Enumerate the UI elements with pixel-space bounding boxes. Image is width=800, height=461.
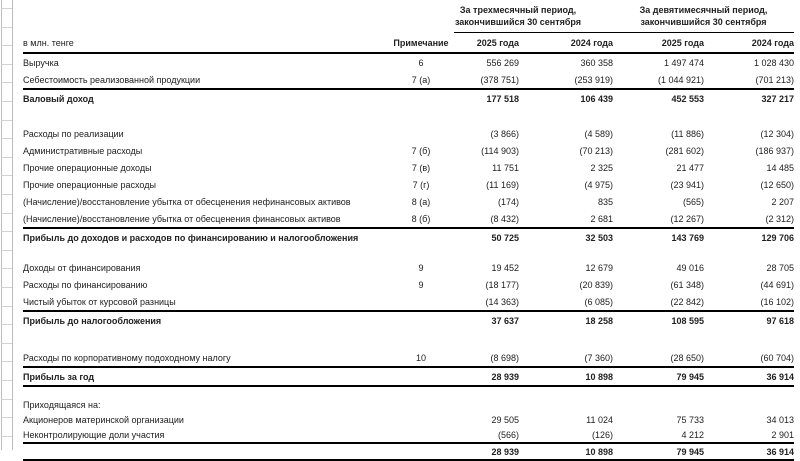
gutter-tick — [1, 27, 12, 28]
row-label: Акционеров материнской организации — [23, 414, 184, 425]
row-value: (16 102) — [760, 296, 794, 307]
row-value: 36 914 — [766, 446, 794, 457]
table-row — [23, 142, 794, 159]
row-value: 10 898 — [585, 371, 613, 382]
row-value: 36 914 — [766, 371, 794, 382]
spacer-row — [23, 387, 794, 397]
row-value: 19 452 — [491, 262, 519, 273]
row-value: (11 169) — [486, 179, 519, 190]
row-value: 2 681 — [590, 213, 613, 224]
row-value: 18 258 — [585, 315, 613, 326]
table-row — [23, 125, 794, 142]
row-value: (8 432) — [490, 213, 519, 224]
row-value: (44 691) — [760, 279, 794, 290]
row-value: (60 704) — [760, 352, 794, 363]
row-value: (3 866) — [490, 128, 519, 139]
table-row — [23, 368, 794, 387]
row-value: (2 312) — [765, 213, 794, 224]
row-value: (253 919) — [574, 74, 613, 85]
row-label: Приходящаяся на: — [23, 399, 101, 410]
row-value: 2 207 — [771, 196, 794, 207]
row-note: 8 (а) — [411, 196, 431, 207]
row-value: (8 698) — [490, 352, 519, 363]
row-value: (28 650) — [670, 352, 704, 363]
gutter-tick — [1, 399, 12, 400]
row-value: (114 903) — [481, 145, 519, 156]
table-row — [23, 259, 794, 276]
row-label: Прибыль до доходов и расходов по финансированию и налогообложения — [23, 232, 359, 243]
gutter-tick — [1, 287, 12, 288]
row-value: (20 839) — [579, 279, 613, 290]
year-header-9m-2024: 2024 года — [751, 37, 794, 48]
row-value: 28 939 — [491, 446, 519, 457]
spacer-row — [23, 246, 794, 259]
column-header-row — [23, 33, 794, 54]
row-note: 7 (в) — [411, 162, 431, 173]
period-header-underline — [454, 32, 794, 33]
row-value: 75 733 — [676, 414, 704, 425]
row-value: 79 945 — [676, 371, 704, 382]
row-value: (12 304) — [760, 128, 794, 139]
gutter-tick — [1, 268, 12, 269]
gutter-tick — [1, 213, 12, 214]
gutter-tick — [1, 82, 12, 83]
row-value: 10 898 — [585, 446, 613, 457]
row-value: 34 013 — [766, 414, 794, 425]
row-value: 97 618 — [766, 315, 794, 326]
gutter-tick — [1, 138, 12, 139]
table-body — [23, 54, 794, 461]
row-value: (18 177) — [485, 279, 519, 290]
gutter-left-line — [1, 0, 2, 450]
gutter-tick — [1, 231, 12, 232]
row-value: (4 589) — [584, 128, 613, 139]
gutter-tick — [1, 417, 12, 418]
note-column-header: Примечание — [393, 37, 449, 48]
year-header-9m-2025: 2025 года — [661, 37, 704, 48]
table-row — [23, 210, 794, 229]
row-value: (14 363) — [485, 296, 519, 307]
row-label: Доходы от финансирования — [23, 262, 141, 273]
row-value: (4 975) — [584, 179, 613, 190]
gutter-tick — [1, 64, 12, 65]
row-label: Чистый убыток от курсовой разницы — [23, 296, 176, 307]
row-note: 10 — [415, 352, 426, 363]
table-row — [23, 176, 794, 193]
row-label: Выручка — [23, 57, 59, 68]
row-note: 8 (б) — [411, 213, 431, 224]
gutter-tick — [1, 343, 12, 344]
row-value: 28 939 — [491, 371, 519, 382]
row-label: Расходы по корпоративному подоходному налогу — [23, 352, 231, 363]
row-value: (701 213) — [755, 74, 794, 85]
row-value: 21 477 — [676, 162, 704, 173]
table-row — [23, 349, 794, 368]
row-value: 2 901 — [771, 429, 794, 440]
row-value: (565) — [682, 196, 704, 207]
row-value: (22 842) — [670, 296, 704, 307]
period-header-three-month — [423, 5, 613, 28]
gutter-tick — [1, 8, 12, 9]
table-row — [23, 229, 794, 246]
row-label: Прочие операционные доходы — [23, 162, 152, 173]
row-value: 50 725 — [491, 232, 519, 243]
row-label: Прибыль до налогообложения — [23, 315, 162, 326]
row-value: 28 705 — [766, 262, 794, 273]
row-value: 556 269 — [486, 57, 519, 68]
period-header-line1: За трехмесячный период, — [459, 5, 577, 15]
table-row — [23, 193, 794, 210]
table-row — [23, 276, 794, 293]
table-row — [23, 54, 794, 71]
row-label: Расходы по реализации — [23, 128, 124, 139]
row-value: (378 751) — [480, 74, 519, 85]
row-value: 1 028 430 — [753, 57, 794, 68]
gutter-tick — [1, 194, 12, 195]
period-headers — [23, 0, 794, 33]
row-note: 7 (а) — [411, 74, 431, 85]
spreadsheet-gutter — [0, 0, 13, 450]
period-header-line2: закончившийся 30 сентября — [640, 16, 767, 27]
row-label: (Начисление)/восстановление убытка от обесценения финансовых активов — [23, 213, 341, 224]
row-label: Неконтролирующие доли участия — [23, 429, 165, 440]
table-row — [23, 293, 794, 312]
row-value: (1 044 921) — [657, 74, 704, 85]
row-value: 29 505 — [491, 414, 519, 425]
row-value: (126) — [591, 429, 613, 440]
row-value: 4 212 — [681, 429, 704, 440]
gutter-tick — [1, 45, 12, 46]
spacer-row — [23, 107, 794, 125]
row-note: 7 (г) — [412, 179, 430, 190]
table-row — [23, 90, 794, 107]
row-value: 835 — [597, 196, 613, 207]
table-row — [23, 159, 794, 176]
table-row — [23, 444, 794, 461]
gutter-tick — [1, 250, 12, 251]
row-value: 11 751 — [492, 162, 519, 173]
row-value: (7 360) — [584, 352, 613, 363]
gutter-tick — [1, 324, 12, 325]
period-header-nine-month — [613, 5, 794, 28]
year-header-3m-2025: 2025 года — [476, 37, 519, 48]
table-row — [23, 71, 794, 90]
row-value: 2 325 — [590, 162, 613, 173]
row-value: 32 503 — [585, 232, 613, 243]
row-value: 14 485 — [766, 162, 794, 173]
row-value: 108 595 — [671, 315, 704, 326]
gutter-right-line — [12, 0, 13, 450]
row-value: (174) — [497, 196, 519, 207]
gutter-tick — [1, 306, 12, 307]
row-label: Прибыль за год — [23, 371, 95, 382]
row-value: (186 937) — [755, 145, 794, 156]
table-row — [23, 412, 794, 427]
income-statement — [23, 0, 794, 461]
gutter-tick — [1, 436, 12, 437]
row-value: 106 439 — [580, 93, 613, 104]
row-value: 177 518 — [486, 93, 519, 104]
row-value: 1 497 474 — [663, 57, 704, 68]
row-value: (12 650) — [760, 179, 794, 190]
row-value: 49 016 — [676, 262, 704, 273]
row-value: 129 706 — [761, 232, 794, 243]
row-value: (12 267) — [670, 213, 704, 224]
row-label: Себестоимость реализованной продукции — [23, 74, 201, 85]
period-header-line1: За девятимесячный период, — [639, 5, 768, 15]
gutter-tick — [1, 361, 12, 362]
table-row — [23, 397, 794, 412]
row-value: (23 941) — [670, 179, 704, 190]
gutter-tick — [1, 157, 12, 158]
row-note: 9 — [418, 262, 424, 273]
row-value: (11 886) — [671, 128, 704, 139]
row-value: 327 217 — [761, 93, 794, 104]
table-row — [23, 312, 794, 329]
row-value: (6 085) — [584, 296, 613, 307]
row-value: 360 358 — [580, 57, 613, 68]
row-value: 79 945 — [676, 446, 704, 457]
row-value: (566) — [497, 429, 519, 440]
row-note: 6 — [418, 57, 424, 68]
unit-label: в млн. тенге — [23, 37, 74, 48]
row-label: Расходы по финансированию — [23, 279, 148, 290]
gutter-tick — [1, 120, 12, 121]
row-label: Прочие операционные расходы — [23, 179, 156, 190]
row-value: (61 348) — [670, 279, 704, 290]
period-header-line2: закончившийся 30 сентября — [454, 16, 582, 27]
gutter-tick — [1, 101, 12, 102]
row-note: 7 (б) — [411, 145, 431, 156]
table-row — [23, 427, 794, 444]
row-value: (281 602) — [665, 145, 704, 156]
spacer-row — [23, 329, 794, 349]
row-value: 143 769 — [671, 232, 704, 243]
row-value: 11 024 — [586, 414, 613, 425]
row-value: 12 679 — [585, 262, 613, 273]
row-value: 37 637 — [491, 315, 519, 326]
row-label: Административные расходы — [23, 145, 143, 156]
gutter-tick — [1, 380, 12, 381]
row-value: (70 213) — [579, 145, 613, 156]
row-value: 452 553 — [671, 93, 704, 104]
row-note: 9 — [418, 279, 424, 290]
row-label: (Начисление)/восстановление убытка от обесценения нефинансовых активов — [23, 196, 351, 207]
gutter-tick — [1, 175, 12, 176]
year-header-3m-2024: 2024 года — [570, 37, 613, 48]
row-label: Валовый доход — [23, 93, 94, 104]
